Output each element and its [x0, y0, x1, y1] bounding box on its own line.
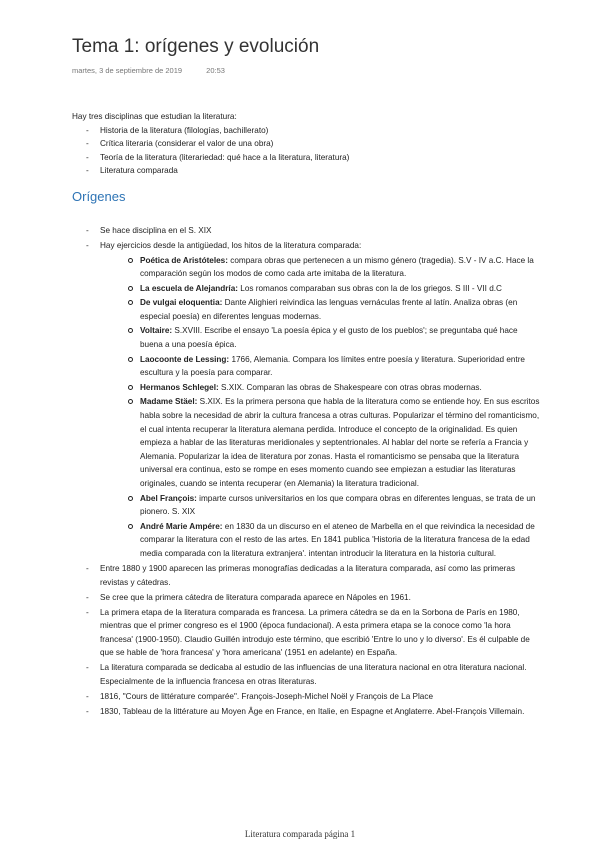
milestone-item: [112, 381, 542, 395]
list-item: - Se hace disciplina en el S. XIX: [72, 224, 542, 238]
milestone-text: S.XVIII. Escribe el ensayo 'La poesía épica y el gusto de los pueblos'; se preguntaba qué hace buena a una poesía épica.: [140, 326, 518, 350]
milestone-text: S.XIX. Comparan las obras de Shakespeare con otras obras modernas.: [218, 382, 482, 392]
list-item: - Entre 1880 y 1900 aparecen las primeras monografías dedicadas a la literatura comparada, así como las primeras revistas y cátedras.: [72, 562, 542, 589]
list-item: [72, 239, 542, 561]
list-item: - La literatura comparada se dedicaba al estudio de las influencias de una literatura nacional en otra literatura nacional. Especialmente de la influencia francesa en otras literaturas.: [72, 661, 542, 688]
milestone-title: Laocoonte de Lessing:: [140, 354, 230, 364]
intro-list: [72, 124, 542, 178]
milestone-text: Los romanos comparaban sus obras con la de los griegos. S III - VII d.C: [238, 283, 502, 293]
list-item: - Crítica literaria (considerar el valor de una obra): [72, 137, 542, 151]
milestone-item: [112, 353, 542, 380]
intro-block: [72, 110, 542, 178]
milestone-text: Dante Alighieri reivindica las lenguas vernáculas frente al latín. Analiza obras (en especial poesía) en diferentes lenguas modernas.: [140, 298, 518, 321]
milestone-item: [112, 282, 542, 296]
milestone-title: Hermanos Schlegel:: [140, 382, 219, 392]
milestone-text: en 1830 da un discurso en el ateneo de Marbella en el que reivindica la necesidad de comparar la literatura con el resto de las artes. En 1841 publica 'Historia de la literatura francesa de la edad media comparada con la literatura extranjera'. intentan introducir la literatura en la historia cultural.: [140, 521, 535, 558]
milestone-title: Voltaire:: [140, 326, 173, 336]
milestone-title: Poética de Aristóteles:: [140, 255, 228, 265]
list-item-text: Hay ejercicios desde la antigüedad, los hitos de la literatura comparada:: [100, 241, 362, 250]
milestone-title: De vulgai eloquentia:: [140, 298, 223, 308]
page-time: 20:53: [206, 66, 225, 75]
milestone-title: La escuela de Alejandría:: [140, 283, 238, 293]
milestone-title: André Marie Ampére:: [140, 521, 223, 531]
page-meta: [72, 66, 225, 75]
list-item: - 1816, "Cours de littérature comparée". François-Joseph-Michel Noël y François de La Place: [72, 690, 542, 704]
list-item: - Literatura comparada: [72, 164, 542, 178]
list-item: - Historia de la literatura (filologías, bachillerato): [72, 124, 542, 138]
milestone-title: Abel François:: [140, 493, 197, 503]
list-item: - Teoría de la literatura (literariedad: qué hace a la literatura, literatura): [72, 151, 542, 165]
milestone-text: compara obras que pertenecen a un mismo género (tragedia). S.V - IV a.C. Hace la comparación según los modos de como cada arte imitaba de la literatura.: [140, 255, 534, 279]
page-date: martes, 3 de septiembre de 2019: [72, 66, 183, 75]
list-item: - Se cree que la primera cátedra de literatura comparada aparece en Nápoles en 1961.: [72, 591, 542, 605]
page-footer: Literatura comparada página 1: [244, 829, 356, 839]
milestone-text: 1766, Alemania. Compara los límites entre poesía y literatura. Superioridad entre escultura y la poesía para comparar.: [140, 354, 525, 378]
section-heading: Orígenes: [72, 189, 126, 204]
origins-list: [72, 224, 542, 718]
list-item: - La primera etapa de la literatura comparada es francesa. La primera cátedra se da en la Sorbona de París en 1980, mientras que el primer congreso es el 1900 (época fundacional). A esta primera etapa se la conoce como 'la hora francesa' (1900-1950). Claudio Guillén introdujo este término, que escribió 'Entre lo uno y lo diverso'. Es él culpable de que se hable de 'hora francesa' y 'hora americana' (1951 en adelante) en España.: [72, 606, 542, 660]
milestone-item: [112, 492, 542, 519]
list-item: - 1830, Tableau de la littérature au Moyen Âge en France, en Italie, en Espagne et Anglaterre. Abel-François Villemain.: [72, 705, 542, 719]
milestone-text: imparte cursos universitarios en los que compara obras en diferentes lenguas, se trata de un pionero. S. XIX: [140, 493, 536, 517]
milestone-title: Madame Stäel:: [140, 397, 198, 407]
intro-text: Hay tres disciplinas que estudian la literatura:: [72, 112, 237, 121]
milestone-item: [112, 254, 542, 281]
milestone-item: [112, 296, 542, 323]
milestone-item: [112, 395, 542, 490]
milestone-text: S.XIX. Es la primera persona que habla de la literatura como se entiende hoy. En sus escritos habla sobre la necesidad de abrir la cultura francesa a otras culturas. Popularizar el término del romanticismo, el cual intenta recuperar la literatura alemana perdida. Introduce el concepto de la originalidad. Es quien empieza a hablar de las literaturas meridionales y septentrionales. Al hablar del norte se refería a Francia y Alemania. Popularizar la idea de literatura por zonas. Hasta el romanticismo se pensaba que la literatura universal era continua, esto se rompe en eses momento cuando see empiezan a estudiar las literaturas originales, cuando se intenta recuperar (en Alemania) la literatura tradicional.: [140, 397, 540, 488]
milestone-item: [112, 324, 542, 351]
milestones-list: [100, 254, 542, 561]
page-title: Tema 1: orígenes y evolución: [72, 36, 320, 57]
origins-section: [72, 224, 542, 720]
milestone-item: [112, 520, 542, 561]
